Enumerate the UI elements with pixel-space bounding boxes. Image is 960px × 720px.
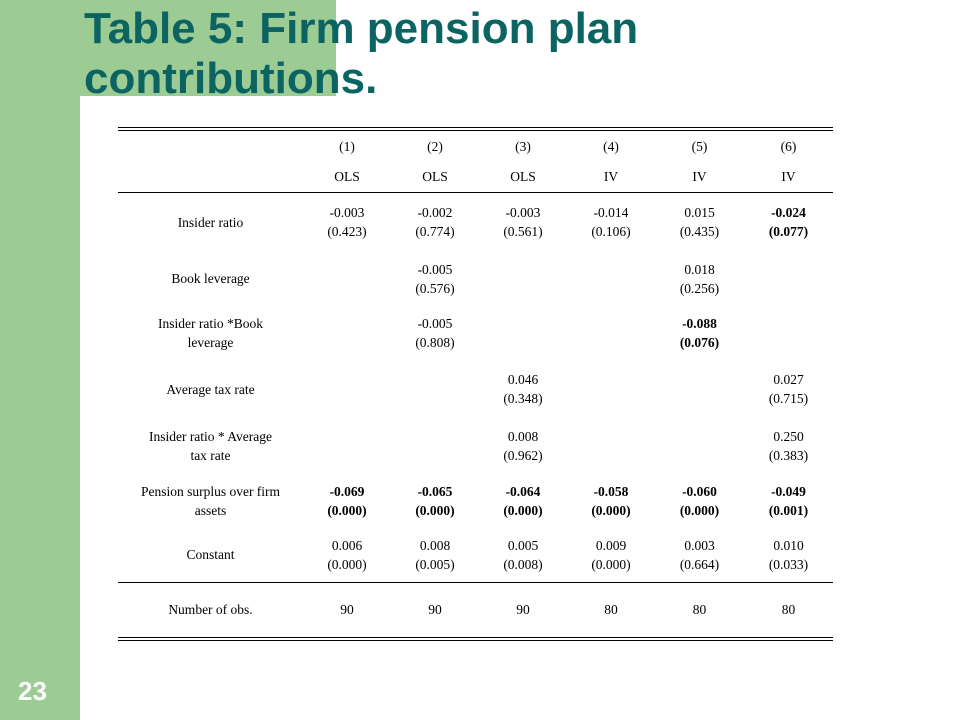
coefficient-cell — [479, 305, 567, 361]
table-row — [118, 417, 833, 474]
header-blank — [118, 161, 303, 192]
cell-text: 80 — [781, 602, 796, 618]
coefficient-cell — [303, 528, 391, 582]
coefficient-cell — [303, 305, 391, 361]
coefficient-cell — [567, 305, 655, 361]
cell-text: -0.014 — [593, 205, 629, 221]
table-bottom-rule — [118, 637, 833, 641]
coefficient-cell — [655, 417, 744, 474]
coefficient-cell — [391, 305, 479, 361]
cell-text: (0.000) — [679, 503, 720, 518]
cell-text: assets — [194, 503, 227, 518]
observation-count — [567, 582, 655, 637]
cell-text: (4) — [603, 138, 619, 154]
cell-text: leverage — [187, 335, 234, 350]
coefficient-cell — [391, 192, 479, 252]
column-number-header — [655, 131, 744, 161]
cell-text: (0.774) — [415, 224, 455, 240]
method-header — [391, 161, 479, 192]
title-line-2: contributions. — [84, 54, 378, 103]
coefficient-cell — [567, 474, 655, 528]
table-row — [118, 305, 833, 361]
cell-text: Constant — [186, 547, 235, 563]
cell-text: (0.715) — [768, 391, 809, 406]
cell-text: 90 — [428, 602, 442, 618]
cell-text: (6) — [780, 138, 797, 154]
cell-text: (0.000) — [327, 503, 367, 518]
coefficient-cell — [655, 528, 744, 582]
cell-text: (0.664) — [679, 556, 720, 572]
coefficient-cell — [479, 252, 567, 305]
coefficient-cell — [744, 528, 833, 582]
coefficient-cell — [391, 252, 479, 305]
column-number-header — [391, 131, 479, 161]
table-row — [118, 192, 833, 252]
cell-text: 0.010 — [773, 537, 804, 553]
observations-row — [118, 582, 833, 637]
cell-text: OLS — [422, 168, 448, 184]
table-row — [118, 252, 833, 305]
table-row — [118, 361, 833, 417]
method-header — [479, 161, 567, 192]
cell-text: Insider ratio *Book — [158, 316, 263, 331]
coefficient-cell — [655, 361, 744, 417]
cell-text: tax rate — [190, 447, 231, 463]
coefficient-cell — [655, 305, 744, 361]
cell-text: (0.033) — [768, 556, 809, 572]
cell-text: 0.046 — [507, 372, 539, 387]
coefficient-cell — [303, 252, 391, 305]
cell-text: (0.076) — [679, 335, 720, 350]
cell-text: (2) — [427, 138, 443, 154]
method-header — [744, 161, 833, 192]
cell-text: 0.250 — [773, 428, 804, 444]
cell-text: (0.008) — [503, 556, 543, 572]
slide-title — [84, 4, 638, 104]
coefficient-cell — [567, 192, 655, 252]
observation-count — [744, 582, 833, 637]
coefficient-cell — [479, 528, 567, 582]
cell-text: 0.027 — [773, 372, 804, 387]
observation-count — [479, 582, 567, 637]
cell-text: -0.069 — [329, 484, 365, 499]
cell-text: OLS — [510, 168, 536, 184]
cell-text: Number of obs. — [168, 602, 253, 618]
row-label — [118, 582, 303, 637]
coefficient-cell — [655, 474, 744, 528]
cell-text: IV — [603, 168, 619, 184]
cell-text: -0.003 — [505, 205, 541, 221]
coefficient-cell — [303, 417, 391, 474]
cell-text: Average tax rate — [166, 381, 255, 397]
cell-text: (0.962) — [503, 447, 543, 463]
cell-text: 0.015 — [684, 205, 715, 221]
coefficient-cell — [744, 474, 833, 528]
header-blank — [118, 131, 303, 161]
column-number-header — [567, 131, 655, 161]
cell-text: Book leverage — [171, 271, 250, 286]
cell-text: (0.383) — [768, 447, 809, 463]
cell-text: (3) — [515, 138, 531, 154]
cell-text: (5) — [691, 138, 708, 154]
cell-text: 0.008 — [419, 537, 451, 553]
row-label — [118, 305, 303, 361]
row-label — [118, 474, 303, 528]
cell-text: (0.001) — [768, 503, 809, 518]
coefficient-cell — [744, 417, 833, 474]
observation-count — [303, 582, 391, 637]
cell-text: -0.064 — [505, 484, 541, 499]
coefficient-cell — [567, 361, 655, 417]
coefficient-cell — [744, 192, 833, 252]
cell-text: -0.049 — [771, 484, 806, 499]
cell-text: (0.256) — [679, 280, 720, 296]
cell-text: 90 — [340, 602, 354, 618]
cell-text: Insider ratio — [177, 214, 244, 230]
row-label — [118, 417, 303, 474]
coefficient-cell — [391, 417, 479, 474]
cell-text: (0.005) — [415, 556, 455, 572]
header-row-numbers — [118, 131, 833, 161]
cell-text: -0.088 — [682, 316, 717, 331]
column-number-header — [744, 131, 833, 161]
results-table — [118, 131, 833, 637]
coefficient-cell — [655, 252, 744, 305]
observation-count — [655, 582, 744, 637]
method-header — [655, 161, 744, 192]
page-number: 23 — [18, 676, 47, 706]
coefficient-cell — [391, 361, 479, 417]
cell-text: (0.435) — [679, 224, 720, 240]
row-label — [118, 528, 303, 582]
cell-text: (0.561) — [503, 224, 543, 240]
coefficient-cell — [391, 474, 479, 528]
row-label — [118, 192, 303, 252]
cell-text: (0.000) — [327, 556, 367, 572]
cell-text: (0.000) — [503, 503, 543, 518]
cell-text: 80 — [604, 602, 618, 618]
cell-text: -0.065 — [417, 484, 453, 499]
cell-text: 0.008 — [507, 428, 539, 444]
coefficient-cell — [303, 361, 391, 417]
coefficient-cell — [744, 305, 833, 361]
cell-text: (0.000) — [415, 503, 455, 518]
coefficient-cell — [744, 252, 833, 305]
coefficient-cell — [479, 192, 567, 252]
cell-text: (0.576) — [415, 280, 455, 296]
header-row-methods — [118, 161, 833, 192]
table-row — [118, 528, 833, 582]
cell-text: 0.018 — [684, 261, 715, 277]
method-header — [303, 161, 391, 192]
cell-text: IV — [692, 168, 707, 184]
cell-text: -0.002 — [417, 205, 453, 221]
coefficient-cell — [567, 252, 655, 305]
coefficient-cell — [655, 192, 744, 252]
coefficient-cell — [479, 361, 567, 417]
column-number-header — [303, 131, 391, 161]
cell-text: OLS — [334, 168, 360, 184]
cell-text: -0.005 — [417, 261, 453, 277]
left-accent-bar — [0, 0, 80, 720]
cell-text: 0.003 — [684, 537, 715, 553]
cell-text: -0.060 — [682, 484, 717, 499]
cell-text: 0.005 — [507, 537, 539, 553]
cell-text: (1) — [339, 138, 355, 154]
cell-text: -0.024 — [771, 205, 806, 221]
coefficient-cell — [303, 192, 391, 252]
title-line-1: Table 5: Firm pension plan — [84, 4, 639, 53]
cell-text: (0.000) — [591, 503, 631, 518]
method-header — [567, 161, 655, 192]
coefficient-cell — [567, 528, 655, 582]
cell-text: (0.000) — [591, 556, 631, 572]
cell-text: Insider ratio * Average — [148, 428, 273, 444]
cell-text: 0.006 — [331, 537, 363, 553]
cell-text: IV — [781, 168, 796, 184]
coefficient-cell — [567, 417, 655, 474]
cell-text: -0.005 — [417, 316, 453, 331]
row-label — [118, 252, 303, 305]
observation-count — [391, 582, 479, 637]
coefficient-cell — [391, 528, 479, 582]
table-row — [118, 474, 833, 528]
cell-text: 0.009 — [595, 537, 627, 553]
cell-text: (0.423) — [327, 224, 367, 240]
cell-text: (0.348) — [503, 391, 543, 406]
cell-text: Pension surplus over firm — [140, 484, 281, 499]
cell-text: (0.106) — [591, 224, 631, 240]
cell-text: -0.003 — [329, 205, 365, 221]
cell-text: -0.058 — [593, 484, 629, 499]
coefficient-cell — [303, 474, 391, 528]
coefficient-cell — [479, 417, 567, 474]
results-table-container — [118, 127, 833, 641]
cell-text: (0.077) — [768, 224, 809, 240]
coefficient-cell — [744, 361, 833, 417]
cell-text: (0.808) — [415, 335, 455, 350]
row-label — [118, 361, 303, 417]
coefficient-cell — [479, 474, 567, 528]
cell-text: 80 — [692, 602, 707, 618]
column-number-header — [479, 131, 567, 161]
cell-text: 90 — [516, 602, 530, 618]
